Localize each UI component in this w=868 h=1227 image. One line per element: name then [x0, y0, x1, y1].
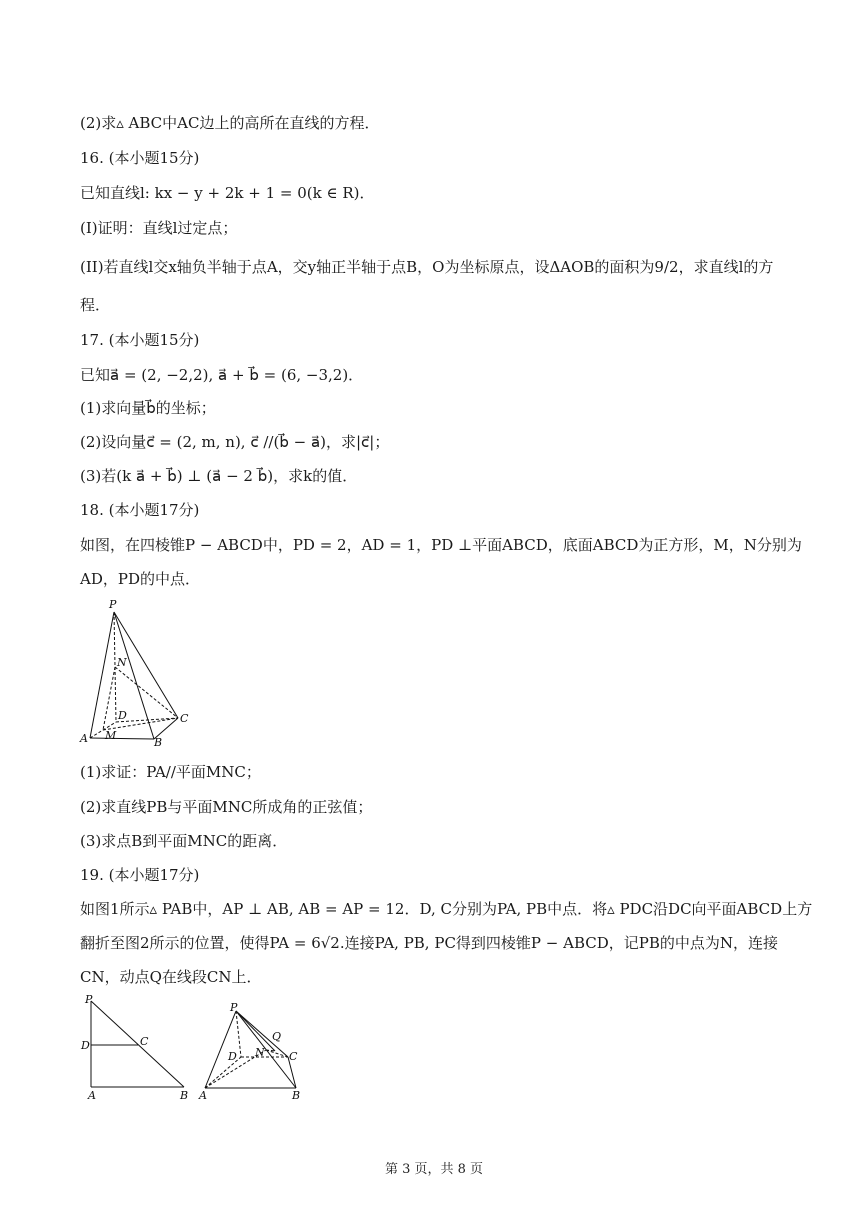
label-N: N [117, 656, 127, 669]
q16-part2-cont: 程． [80, 296, 111, 314]
q19-stem-2: 翻折至图2所示的位置，使得PA = 6√2.连接PA, PB, PC得到四棱锥P − ABCD，记PB的中点为N，连接 [80, 934, 778, 952]
figure-19-1-triangle [78, 993, 198, 1103]
q16-part2: (II)若直线l交x轴负半轴于点A，交y轴正半轴于点B，O为坐标原点，设ΔAOB的面积为9/2，求直线l的方 [80, 258, 774, 276]
fig2-label-N: N [255, 1046, 265, 1059]
q17-part1: (1)求向量b⃗的坐标； [80, 399, 216, 417]
label-D: D [118, 709, 127, 722]
fig2-label-B: B [292, 1089, 301, 1102]
q15-part2: (2)求▵ ABC中AC边上的高所在直线的方程． [80, 114, 380, 132]
q19-stem-3: CN，动点Q在线段CN上． [80, 968, 262, 986]
label-A: A [80, 732, 88, 745]
q16-part1: (I)证明：直线l过定点； [80, 219, 238, 237]
q16-stem: 已知直线l: kx − y + 2k + 1 = 0(k ∈ R)． [80, 184, 375, 202]
label-B: B [154, 736, 163, 749]
label-M: M [105, 729, 117, 742]
fig1-label-P: P [85, 993, 93, 1006]
q17-heading: 17. (本小题15分) [80, 331, 200, 349]
fig1-label-C: C [140, 1035, 149, 1048]
q17-part2: (2)设向量c⃗ = (2, m, n), c⃗ //(b⃗ − a⃗)，求|c⃗|； [80, 433, 390, 451]
q18-part3: (3)求点B到平面MNC的距离． [80, 832, 288, 850]
fig2-label-Q: Q [272, 1030, 282, 1043]
q17-stem: 已知a⃗ = (2, −2,2), a⃗ + b⃗ = (6, −3,2)． [80, 366, 364, 384]
q18-stem: 如图，在四棱锥P − ABCD中，PD = 2，AD = 1，PD ⊥平面ABCD，底面ABCD为正方形，M，N分别为 [80, 536, 802, 554]
fig1-label-D: D [81, 1039, 90, 1052]
q18-heading: 18. (本小题17分) [80, 501, 200, 519]
fig2-label-A: A [199, 1089, 207, 1102]
q17-part3: (3)若(k a⃗ + b⃗) ⊥ (a⃗ − 2 b⃗)，求k的值． [80, 467, 358, 485]
label-P: P [109, 598, 117, 611]
fig1-label-A: A [88, 1089, 96, 1102]
q18-part1: (1)求证：PA//平面MNC； [80, 763, 261, 781]
fig1-label-B: B [180, 1089, 189, 1102]
fig2-label-C: C [289, 1050, 298, 1063]
q19-heading: 19. (本小题17分) [80, 866, 200, 884]
figure-19-2-pyramid [195, 997, 315, 1107]
figure-18-pyramid [78, 598, 208, 748]
q18-part2: (2)求直线PB与平面MNC所成角的正弦值； [80, 798, 373, 816]
q16-heading: 16. (本小题15分) [80, 149, 200, 167]
fig2-label-D: D [228, 1050, 237, 1063]
page-footer: 第 3 页，共 8 页 [384, 1162, 484, 1177]
label-C: C [180, 712, 189, 725]
q19-stem-1: 如图1所示▵ PAB中，AP ⊥ AB, AB = AP = 12．D, C分别为PA, PB中点．将▵ PDC沿DC向平面ABCD上方 [80, 900, 813, 918]
q18-stem-cont: AD，PD的中点． [80, 570, 200, 588]
fig2-label-P: P [230, 1001, 238, 1014]
